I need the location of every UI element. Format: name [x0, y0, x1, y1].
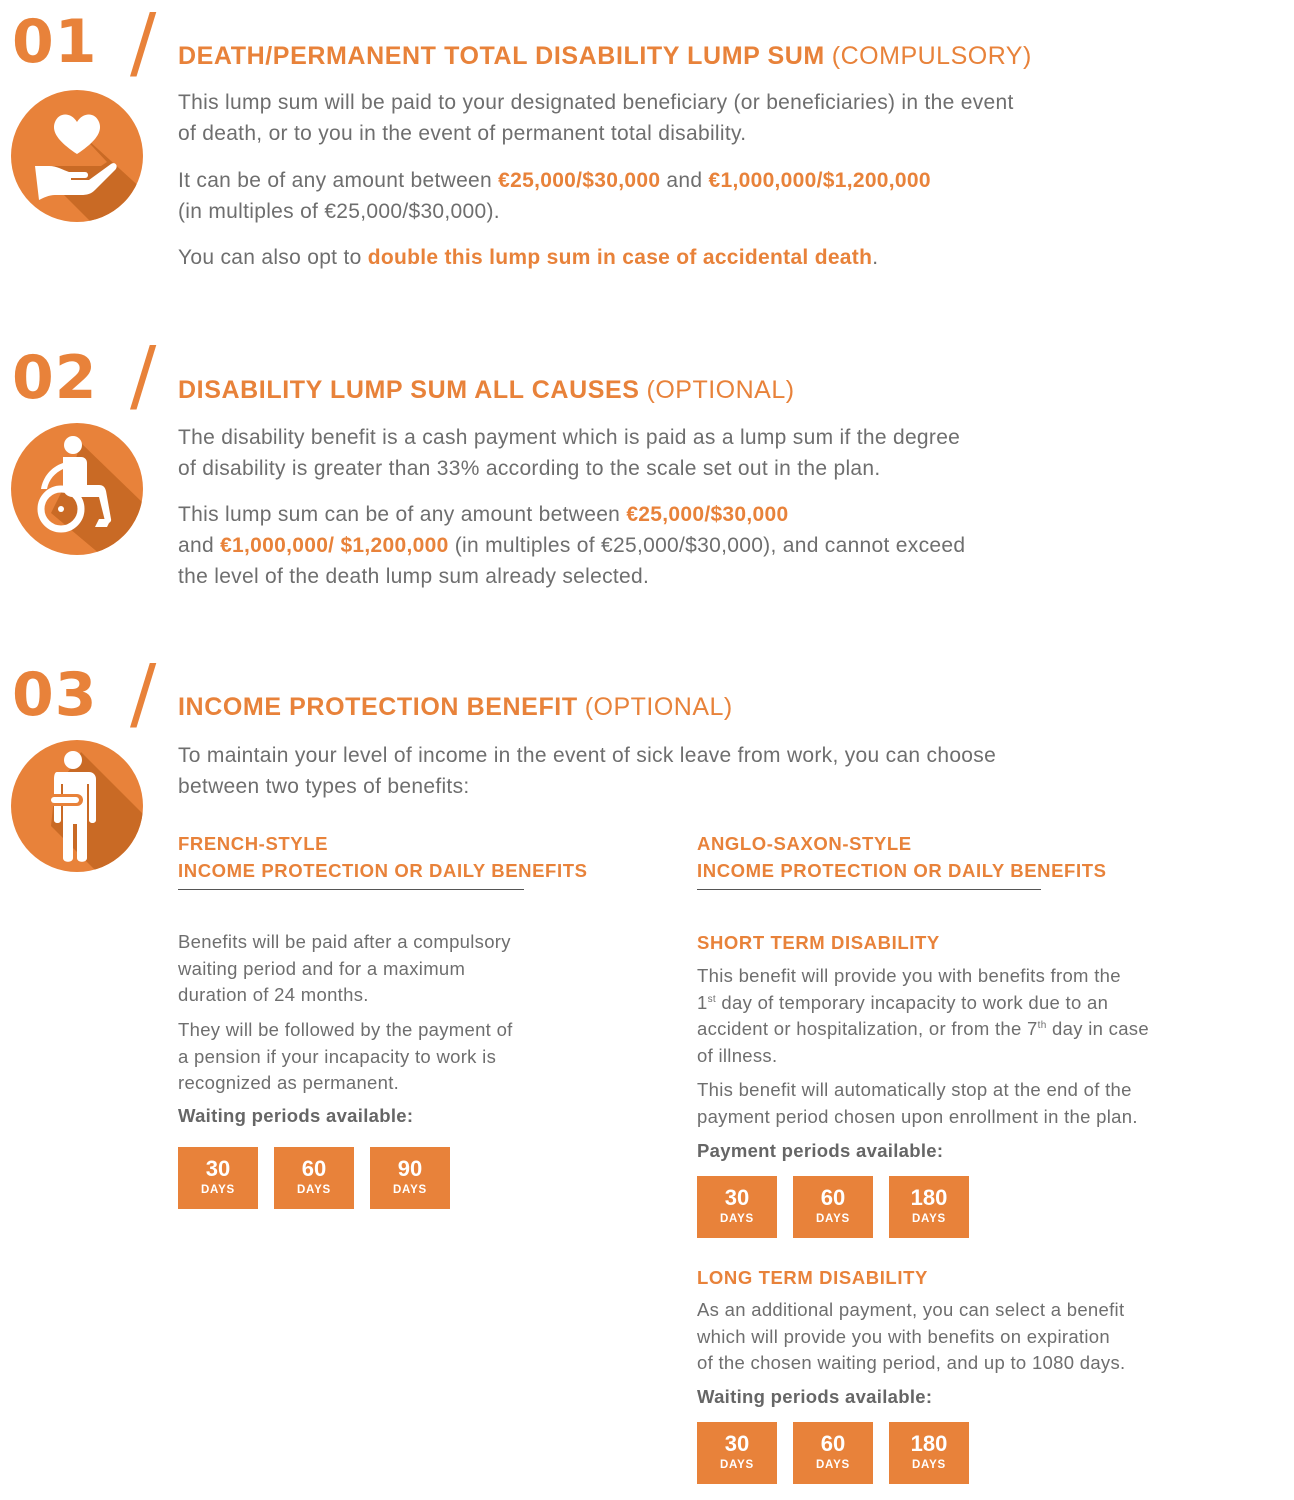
period-unit: DAYS — [200, 1184, 236, 1196]
paragraph-line: a pension if your incapacity to work is — [178, 1045, 497, 1067]
text: You can also opt to — [178, 246, 368, 269]
text: day of temporary incapacity to work due to an — [715, 991, 1109, 1013]
period-value: 180 — [910, 1431, 948, 1456]
paragraph-line: of the chosen waiting period, and up to 1080 days. — [697, 1352, 1126, 1373]
paragraph-line: between two types of benefits: — [178, 775, 470, 798]
paragraph-line: of illness. — [697, 1044, 778, 1066]
long-term-disability-title: LONG TERM DISABILITY — [697, 1267, 928, 1288]
paragraph-line: payment period chosen upon enrollment in the plan. — [697, 1105, 1138, 1127]
period-option — [793, 1176, 873, 1238]
period-unit: DAYS — [815, 1213, 851, 1225]
french-paragraph — [178, 929, 511, 1009]
period-value: 60 — [301, 1156, 327, 1181]
text: and — [660, 169, 709, 192]
paragraph-line: This benefit will automatically stop at the end of the — [697, 1079, 1132, 1100]
heading-line: INCOME PROTECTION OR DAILY BENEFITS — [178, 860, 588, 881]
period-unit: DAYS — [719, 1459, 755, 1471]
divider — [178, 889, 524, 890]
paragraph-line: They will be followed by the payment of — [178, 1019, 513, 1040]
period-unit: DAYS — [392, 1184, 428, 1196]
heart-in-hand-icon — [11, 90, 143, 222]
period-option — [274, 1147, 354, 1209]
heading-line: FRENCH-STYLE — [178, 833, 329, 854]
section-paragraph — [178, 499, 965, 592]
section-title — [178, 375, 795, 405]
french-paragraph — [178, 1017, 513, 1097]
paragraph-line: waiting period and for a maximum — [178, 957, 466, 979]
paragraph-line: of disability is greater than 33% according to the scale set out in the plan. — [178, 457, 881, 480]
section-number-01: 01 — [12, 7, 98, 77]
section-number-02: 02 — [12, 343, 98, 413]
french-style-heading — [178, 830, 588, 884]
paragraph-line: To maintain your level of income in the event of sick leave from work, you can choose — [178, 744, 997, 767]
text: accident or hospitalization, or from the 7 — [697, 1018, 1038, 1039]
paragraph-line: This lump sum will be paid to your designated beneficiary (or beneficiaries) in the event — [178, 91, 1014, 114]
ordinal-suffix: st — [707, 993, 716, 1005]
amount-max: €1,000,000/$1,200,000 — [708, 169, 931, 192]
period-unit: DAYS — [815, 1459, 851, 1471]
long-term-paragraph — [697, 1297, 1125, 1377]
section-title — [178, 692, 733, 722]
period-unit: DAYS — [911, 1213, 947, 1225]
paragraph-line: (in multiples of €25,000/$30,000). — [178, 200, 500, 223]
period-value: 60 — [820, 1185, 846, 1210]
paragraph-line: This benefit will provide you with benefits from the — [697, 965, 1121, 986]
period-option — [697, 1422, 777, 1484]
paragraph-line: As an additional payment, you can select a benefit — [697, 1299, 1125, 1320]
period-unit: DAYS — [719, 1213, 755, 1225]
short-term-disability-title: SHORT TERM DISABILITY — [697, 932, 940, 953]
section-title-qualifier: (OPTIONAL) — [646, 376, 795, 404]
text: (in multiples of €25,000/$30,000), and cannot exceed — [448, 534, 966, 557]
period-value: 30 — [724, 1431, 750, 1456]
payment-periods-label: Payment periods available: — [697, 1140, 944, 1161]
section-title-qualifier: (COMPULSORY) — [831, 42, 1032, 70]
person-with-bandage-icon — [11, 740, 143, 872]
short-term-paragraph — [697, 963, 1149, 1069]
short-term-paragraph — [697, 1077, 1138, 1130]
paragraph-line: The disability benefit is a cash payment which is paid as a lump sum if the degree — [178, 426, 961, 449]
heading-line: INCOME PROTECTION OR DAILY BENEFITS — [697, 860, 1107, 881]
section-slash: / — [130, 0, 157, 88]
section-title-main: DISABILITY LUMP SUM ALL CAUSES — [178, 376, 640, 404]
text: It can be of any amount between — [178, 169, 499, 192]
waiting-periods-label: Waiting periods available: — [178, 1105, 414, 1126]
text: This lump sum can be of any amount between — [178, 503, 627, 526]
wheelchair-icon — [11, 423, 143, 555]
section-title-main: DEATH/PERMANENT TOTAL DISABILITY LUMP SUM — [178, 42, 825, 70]
period-value: 30 — [205, 1156, 231, 1181]
amount-max: €1,000,000/ $1,200,000 — [220, 534, 449, 557]
text: . — [872, 246, 879, 269]
section-slash: / — [130, 331, 157, 421]
section-number-03: 03 — [12, 660, 98, 730]
period-unit: DAYS — [911, 1459, 947, 1471]
section-paragraph — [178, 422, 960, 484]
paragraph-line: Benefits will be paid after a compulsory — [178, 931, 511, 952]
divider — [697, 889, 1041, 890]
paragraph-line: duration of 24 months. — [178, 984, 369, 1005]
period-value: 180 — [910, 1185, 948, 1210]
period-option — [889, 1422, 969, 1484]
amount-min: €25,000/$30,000 — [498, 169, 661, 192]
ordinal-suffix: th — [1037, 1019, 1047, 1031]
period-value: 60 — [820, 1431, 846, 1456]
heading-line: ANGLO-SAXON-STYLE — [697, 833, 912, 854]
section-slash: / — [130, 649, 157, 739]
period-option — [178, 1147, 258, 1209]
paragraph-line: the level of the death lump sum already selected. — [178, 565, 650, 588]
section-paragraph — [178, 87, 1014, 149]
period-option — [370, 1147, 450, 1209]
period-option — [697, 1176, 777, 1238]
paragraph-line: of death, or to you in the event of permanent total disability. — [178, 122, 747, 145]
period-option — [889, 1176, 969, 1238]
amount-min: €25,000/$30,000 — [626, 503, 789, 526]
section-title-main: INCOME PROTECTION BENEFIT — [178, 693, 578, 721]
anglo-saxon-style-heading — [697, 830, 1107, 884]
text: and — [178, 534, 221, 557]
section-title — [178, 41, 1032, 71]
section-paragraph — [178, 242, 878, 273]
text: day in case — [1046, 1018, 1149, 1039]
section-title-qualifier: (OPTIONAL) — [584, 693, 733, 721]
waiting-periods-label: Waiting periods available: — [697, 1386, 933, 1407]
highlight: double this lump sum in case of accidental death — [367, 246, 873, 269]
period-value: 90 — [397, 1156, 423, 1181]
paragraph-line: recognized as permanent. — [178, 1072, 400, 1093]
paragraph-line: which will provide you with benefits on expiration — [697, 1325, 1110, 1347]
section-paragraph — [178, 165, 931, 227]
period-option — [793, 1422, 873, 1484]
text: 1 — [697, 991, 708, 1013]
period-value: 30 — [724, 1185, 750, 1210]
section-paragraph — [178, 740, 996, 802]
period-unit: DAYS — [296, 1184, 332, 1196]
